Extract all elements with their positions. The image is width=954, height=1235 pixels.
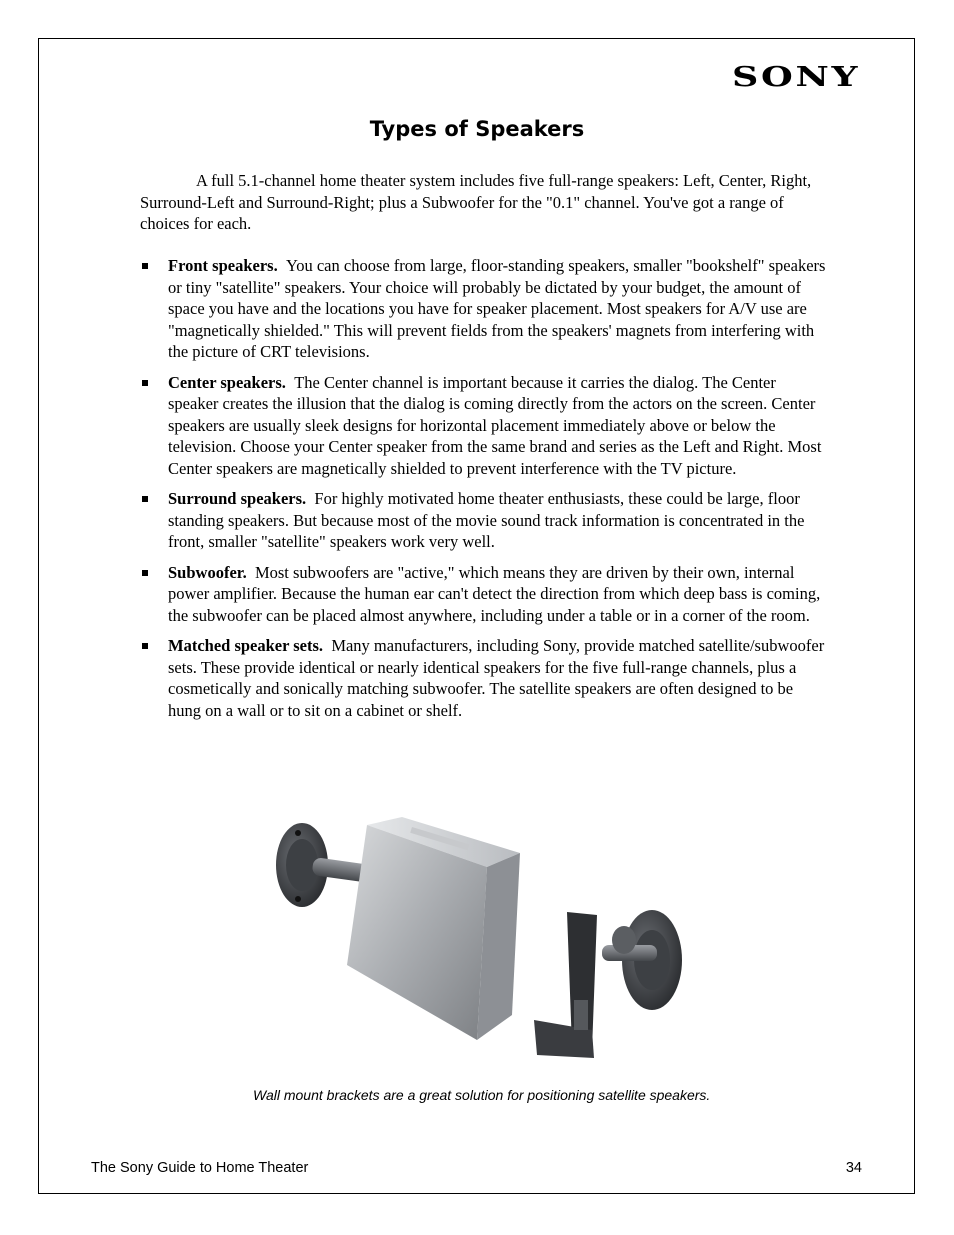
page-title: Types of Speakers xyxy=(369,117,585,141)
square-bullet-icon xyxy=(142,643,148,649)
bullet-text: Most subwoofers are "active," which means they are driven by their own, internal power amplifier. Because the human ear can't detect the direction from which deep bass is coming, the subwoofer can be placed almost anywhere, including under a table or in a corner of the room. xyxy=(168,562,821,625)
bullet-text: Many manufacturers, including Sony, provide matched satellite/subwoofer sets. These provide identical or nearly identical speakers for the five full-range channels, plus a cosmetically and sonically matching subwoofer. The satellite speakers are often designed to be hung on a wall or to sit on a cabinet or shelf. xyxy=(168,636,825,720)
bullet-lead: Front speakers. xyxy=(168,256,278,275)
list-item-front-speakers xyxy=(140,255,830,363)
satellite-speaker xyxy=(347,817,520,1040)
footer-guide-title: The Sony Guide to Home Theater xyxy=(91,1160,309,1176)
bullet-text: For highly motivated home theater enthusiasts, these could be large, floor standing speakers. But because most of the movie sound track information is concentrated in the front, smaller "satellite" speakers work very well. xyxy=(168,489,805,551)
wall-plate-right xyxy=(534,910,682,1058)
square-bullet-icon xyxy=(142,263,148,269)
bullet-lead: Surround speakers. xyxy=(168,489,307,508)
bullet-lead: Center speakers. xyxy=(168,372,286,392)
list-item-surround-speakers xyxy=(140,488,830,553)
wall-mount-bracket-photo xyxy=(272,815,692,1065)
square-bullet-icon xyxy=(142,496,148,502)
bullet-text: The Center channel is important because it carries the dialog. The Center speaker creates the illusion that the dialog is coming directly from the actors on the screen. Center speakers are usually sleek designs for horizontal placement immediately above or below the television. Choose your Center speaker from the same brand and series as the Left and Right. Most Center speakers are magnetically shielded to prevent interference with the TV picture. xyxy=(168,372,822,478)
bullet-lead: Subwoofer. xyxy=(168,562,247,582)
speaker-types-list xyxy=(140,255,830,730)
bullet-text: You can choose from large, floor-standing speakers, smaller "bookshelf" speakers or tiny "satellite" speakers. Your choice will probably be dictated by your budget, the amount of space you have and the locations you have for speaker placement. Most speakers for A/V use are "magnetically shielded." This will prevent fields from the speakers' magnets from interfering with the picture of CRT televisions. xyxy=(168,256,826,361)
square-bullet-icon xyxy=(142,570,148,576)
square-bullet-icon xyxy=(142,380,148,386)
list-item-center-speakers xyxy=(140,372,830,480)
list-item-subwoofer xyxy=(140,562,830,627)
bullet-lead: Matched speaker sets. xyxy=(168,636,324,655)
photo-caption: Wall mount brackets are a great solution for positioning satellite speakers. xyxy=(253,1087,711,1103)
page-number: 34 xyxy=(845,1160,862,1176)
sony-logo: SONY xyxy=(732,62,861,93)
list-item-matched-sets xyxy=(140,635,830,721)
intro-paragraph: A full 5.1-channel home theater system includes five full-range speakers: Left, Center, Right, Surround-Left and Surround-Right; plus a Subwoofer for the "0.1" channel. You've got a range of choices for each. xyxy=(140,171,812,233)
